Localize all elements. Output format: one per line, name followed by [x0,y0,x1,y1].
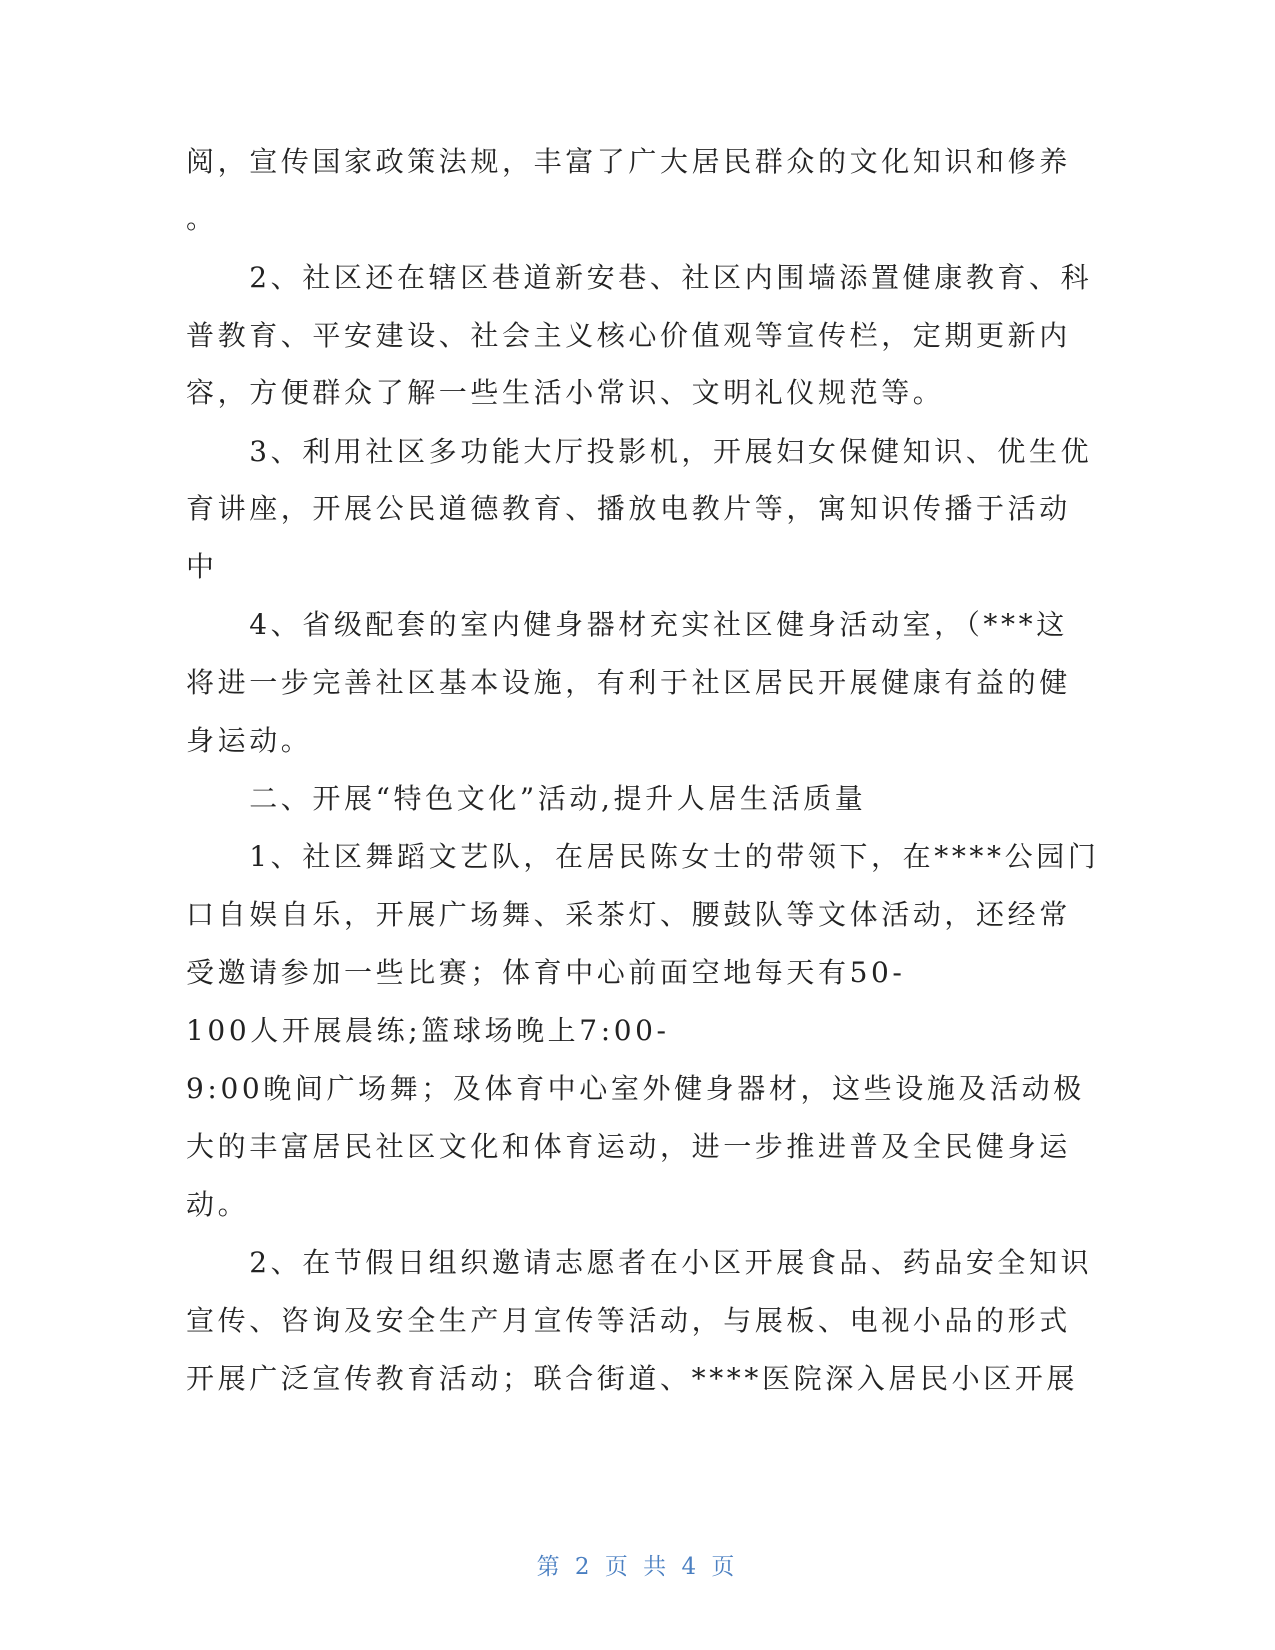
text-line: 口自娱自乐，开展广场舞、采茶灯、腰鼓队等文体活动，还经常 [186,898,1071,931]
text-line: 身运动。 [186,724,313,757]
text-line: 开展广泛宣传教育活动；联合街道、****医院深入居民小区开展 [186,1362,1079,1395]
text-line: 普教育、平安建设、社会主义核心价值观等宣传栏，定期更新内 [186,319,1071,352]
text-line: 阅，宣传国家政策法规，丰富了广大居民群众的文化知识和修养 [186,145,1071,178]
text-line: 将进一步完善社区基本设施，有利于社区居民开展健康有益的健 [186,666,1071,699]
text-line: 。 [186,202,218,235]
text-line: 中 [186,550,218,583]
text-line: 动。 [186,1188,250,1221]
text-line: 3、利用社区多功能大厅投影机，开展妇女保健知识、优生优 [186,435,1093,468]
text-line: 大的丰富居民社区文化和体育运动，进一步推进普及全民健身运 [186,1130,1071,1163]
text-line: 宣传、咨询及安全生产月宣传等活动，与展板、电视小品的形式 [186,1304,1071,1337]
text-line: 受邀请参加一些比赛；体育中心前面空地每天有50- [186,956,906,989]
text-line: 100人开展晨练;篮球场晚上7:00- [186,1014,670,1047]
text-line: 2、在节假日组织邀请志愿者在小区开展食品、药品安全知识 [186,1246,1093,1279]
text-line: 4、省级配套的室内健身器材充实社区健身活动室，（***这 [186,608,1068,641]
text-line: 1、社区舞蹈文艺队，在居民陈女士的带领下，在****公园门 [186,840,1100,873]
page-number-footer: 第 2 页 共 4 页 [536,1554,739,1580]
text-line: 容，方便群众了解一些生活小常识、文明礼仪规范等。 [186,376,945,409]
text-line: 2、社区还在辖区巷道新安巷、社区内围墙添置健康教育、科 [186,261,1093,294]
section-heading: 二、开展“特色文化”活动,提升人居生活质量 [186,782,867,815]
text-line: 9:00晚间广场舞；及体育中心室外健身器材，这些设施及活动极 [186,1072,1085,1105]
text-line: 育讲座，开展公民道德教育、播放电教片等，寓知识传播于活动 [186,492,1071,525]
